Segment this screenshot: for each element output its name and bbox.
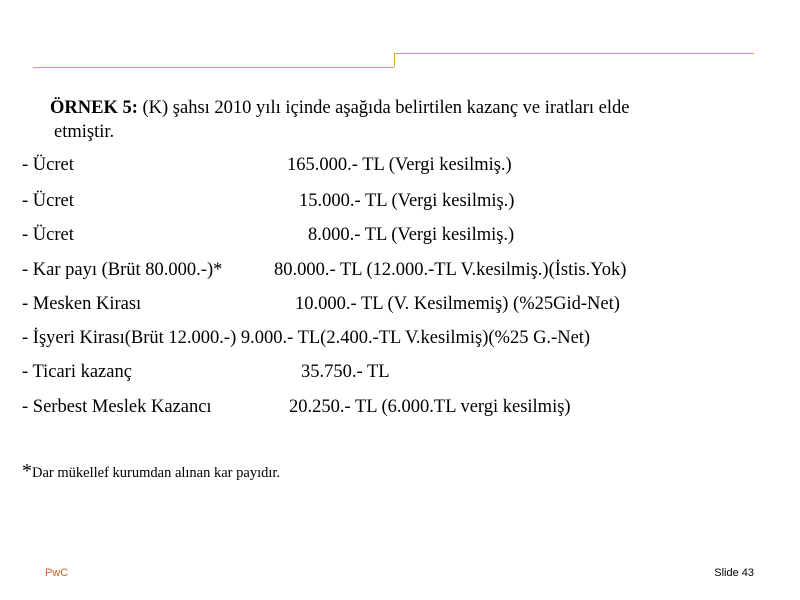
header-rule-left xyxy=(33,67,394,68)
intro-line-2: etmiştir. xyxy=(54,122,115,142)
example-label: ÖRNEK 5: xyxy=(50,98,138,118)
footnote-marker: * xyxy=(22,460,32,482)
income-row-label: - Kar payı (Brüt 80.000.-)* xyxy=(22,260,223,280)
footnote-text: Dar mükellef kurumdan alınan kar payıdır. xyxy=(32,465,281,481)
income-row-detail: 20.250.- TL (6.000.TL vergi kesilmiş) xyxy=(289,397,571,417)
income-row-label: - Serbest Meslek Kazancı xyxy=(22,397,212,417)
example-intro xyxy=(50,96,770,144)
income-row-detail: 8.000.- TL (Vergi kesilmiş.) xyxy=(308,225,515,245)
income-row-label: - Ticari kazanç xyxy=(22,362,132,382)
income-row-detail: 80.000.- TL (12.000.-TL V.kesilmiş.)(İstis.Yok) xyxy=(274,260,627,280)
income-row-label: - Ücret xyxy=(22,225,74,245)
header-rule-step xyxy=(394,53,395,67)
intro-line-1 xyxy=(50,96,770,120)
header-rule-right xyxy=(394,53,754,54)
income-row-label: - İşyeri Kirası(Brüt 12.000.-) 9.000.- TL(2.400.-TL V.kesilmiş)(%25 G.-Net) xyxy=(22,328,591,348)
income-row-detail: 165.000.- TL (Vergi kesilmiş.) xyxy=(287,155,512,175)
income-row-label: - Ücret xyxy=(22,191,74,211)
slide-number: Slide 43 xyxy=(714,567,754,579)
footer-brand: PwC xyxy=(45,567,69,579)
income-row-detail: 35.750.- TL xyxy=(301,362,390,382)
income-row-label: - Ücret xyxy=(22,155,74,175)
intro-text: (K) şahsı 2010 yılı içinde aşağıda belirtilen kazanç ve iratları elde xyxy=(137,98,630,118)
footnote xyxy=(22,460,280,483)
income-row-label: - Mesken Kirası xyxy=(22,294,142,314)
income-row-detail: 15.000.- TL (Vergi kesilmiş.) xyxy=(299,191,515,211)
income-row-detail: 10.000.- TL (V. Kesilmemiş) (%25Gid-Net) xyxy=(295,294,620,314)
